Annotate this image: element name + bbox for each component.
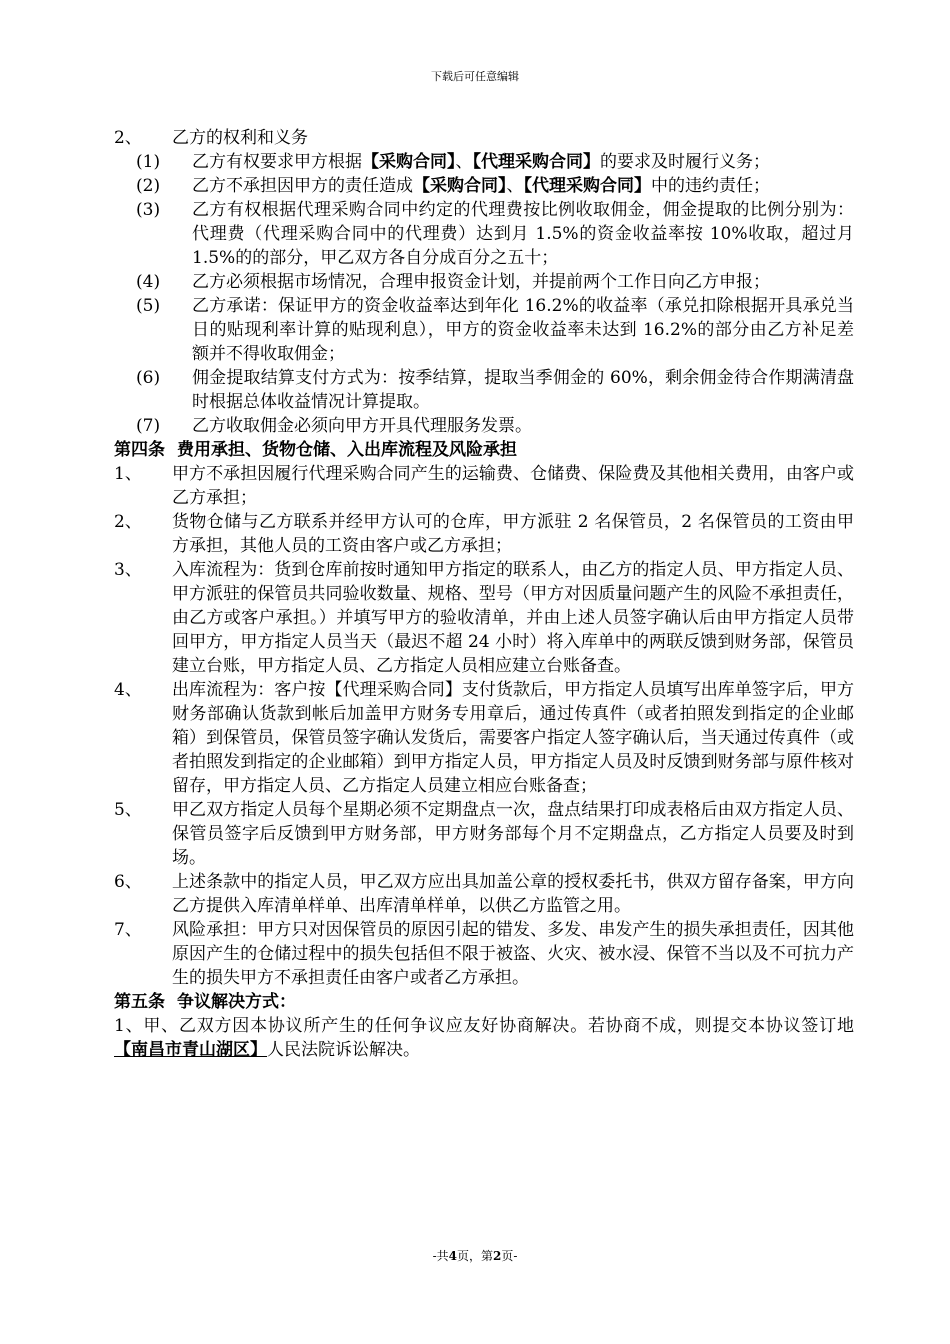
section-title: 乙方的权利和义务 bbox=[172, 128, 308, 148]
article-label: 第五条 bbox=[114, 992, 165, 1012]
list-item bbox=[114, 270, 854, 294]
item-text: 乙方有权根据代理采购合同中约定的代理费按比例收取佣金，佣金提取的比例分别为：代理费（代理采购合同中的代理费）达到月 1.5%的资金收益率按 10%收取，超过月 1.5%的的部分，甲乙双方各自分成百分之五十； bbox=[192, 200, 854, 268]
item-number: (1) bbox=[136, 152, 161, 172]
item-text: 乙方收取佣金必须向甲方开具代理服务发票。 bbox=[192, 416, 532, 436]
item-number: 7、 bbox=[114, 920, 142, 940]
item-number: 6、 bbox=[114, 872, 142, 892]
court-location: 【南昌市青山湖区】 bbox=[114, 1040, 267, 1060]
list-item bbox=[114, 678, 854, 798]
current-page: 2 bbox=[493, 1249, 502, 1263]
list-item bbox=[114, 150, 854, 174]
item-number: (5) bbox=[136, 296, 161, 316]
article-5-heading bbox=[114, 990, 854, 1014]
article-title: 争议解决方式： bbox=[177, 992, 296, 1012]
list-item bbox=[114, 870, 854, 918]
page-header-note: 下载后可任意编辑 bbox=[431, 70, 519, 83]
item-number: (6) bbox=[136, 368, 161, 388]
list-item bbox=[114, 414, 854, 438]
item-text: 乙方有权要求甲方根据【采购合同】、【代理采购合同】的要求及时履行义务； bbox=[192, 152, 770, 172]
item-number: (4) bbox=[136, 272, 161, 292]
list-item bbox=[114, 510, 854, 558]
total-pages: 4 bbox=[448, 1249, 457, 1263]
item-text: 甲乙双方指定人员每个星期必须不定期盘点一次，盘点结果打印成表格后由双方指定人员、保管员签字后反馈到甲方财务部，甲方财务部每个月不定期盘点，乙方指定人员要及时到场。 bbox=[172, 800, 854, 868]
list-item bbox=[114, 366, 854, 414]
list-item bbox=[114, 294, 854, 366]
list-item bbox=[114, 798, 854, 870]
item-text: 出库流程为：客户按【代理采购合同】支付货款后，甲方指定人员填写出库单签字后，甲方财务部确认货款到帐后加盖甲方财务专用章后，通过传真件（或者拍照发到指定的企业邮箱）到保管员，保管员签字确认发货后，需要客户指定人签字确认后，当天通过传真件（或者拍照发到指定的企业邮箱）到甲方指定人员，甲方指定人员及时反馈到财务部与原件核对留存，甲方指定人员、乙方指定人员建立相应台账备查； bbox=[172, 680, 854, 796]
item-number: 1、 bbox=[114, 464, 142, 484]
item-text: 甲方不承担因履行代理采购合同产生的运输费、仓储费、保险费及其他相关费用，由客户或乙方承担； bbox=[172, 464, 854, 508]
item-text: 乙方承诺：保证甲方的资金收益率达到年化 16.2%的收益率（承兑扣除根据开具承兑当日的贴现利率计算的贴现利息），甲方的资金收益率未达到 16.2%的部分由乙方补足差额并不得收取佣金； bbox=[192, 296, 854, 364]
list-item bbox=[114, 558, 854, 678]
list-item bbox=[114, 918, 854, 990]
article-4-heading bbox=[114, 438, 854, 462]
item-text: 乙方必须根据市场情况，合理申报资金计划，并提前两个工作日向乙方申报； bbox=[192, 272, 770, 292]
item-number: 4、 bbox=[114, 680, 142, 700]
item-number: 2、 bbox=[114, 512, 142, 532]
item-text: 入库流程为：货到仓库前按时通知甲方指定的联系人，由乙方的指定人员、甲方指定人员、甲方派驻的保管员共同验收数量、规格、型号（甲方对因质量问题产生的风险不承担责任，由乙方或客户承担。）并填写甲方的验收清单，并由上述人员签字确认后由甲方指定人员带回甲方，甲方指定人员当天（最迟不超 24 小时）将入库单中的两联反馈到财务部，保管员建立台账，甲方指定人员、乙方指定人员相应建立台账备查。 bbox=[172, 560, 854, 676]
list-item bbox=[114, 198, 854, 270]
item-number: 5、 bbox=[114, 800, 142, 820]
item-text: 风险承担：甲方只对因保管员的原因引起的错发、多发、串发产生的损失承担责任，因其他原因产生的仓储过程中的损失包括但不限于被盗、火灾、被水浸、保管不当以及不可抗力产生的损失甲方不承担责任由客户或者乙方承担。 bbox=[172, 920, 854, 988]
item-text: 货物仓储与乙方联系并经甲方认可的仓库，甲方派驻 2 名保管员，2 名保管员的工资由甲方承担，其他人员的工资由客户或乙方承担； bbox=[172, 512, 854, 556]
item-number: 3、 bbox=[114, 560, 142, 580]
document-body bbox=[114, 126, 854, 1062]
dispute-resolution-text: 1、甲、乙双方因本协议所产生的任何争议应友好协商解决。若协商不成，则提交本协议签订地【南昌市青山湖区】人民法院诉讼解决。 bbox=[114, 1016, 854, 1060]
section-number: 2、 bbox=[114, 128, 142, 148]
item-number: (3) bbox=[136, 200, 161, 220]
item-text: 上述条款中的指定人员，甲乙双方应出具加盖公章的授权委托书，供双方留存备案，甲方向乙方提供入库清单样单、出库清单样单，以供乙方监管之用。 bbox=[172, 872, 854, 916]
item-text: 乙方不承担因甲方的责任造成【采购合同】、【代理采购合同】中的违约责任； bbox=[192, 176, 770, 196]
list-item bbox=[114, 462, 854, 510]
item-number: (7) bbox=[136, 416, 161, 436]
page-footer: -共4页，第2页- bbox=[432, 1249, 518, 1263]
item-number: (2) bbox=[136, 176, 161, 196]
list-item bbox=[114, 174, 854, 198]
item-text: 佣金提取结算支付方式为：按季结算，提取当季佣金的 60%，剩余佣金待合作期满清盘时根据总体收益情况计算提取。 bbox=[192, 368, 854, 412]
article-title: 费用承担、货物仓储、入出库流程及风险承担 bbox=[177, 440, 517, 460]
section-2-heading bbox=[114, 126, 854, 150]
article-label: 第四条 bbox=[114, 440, 165, 460]
